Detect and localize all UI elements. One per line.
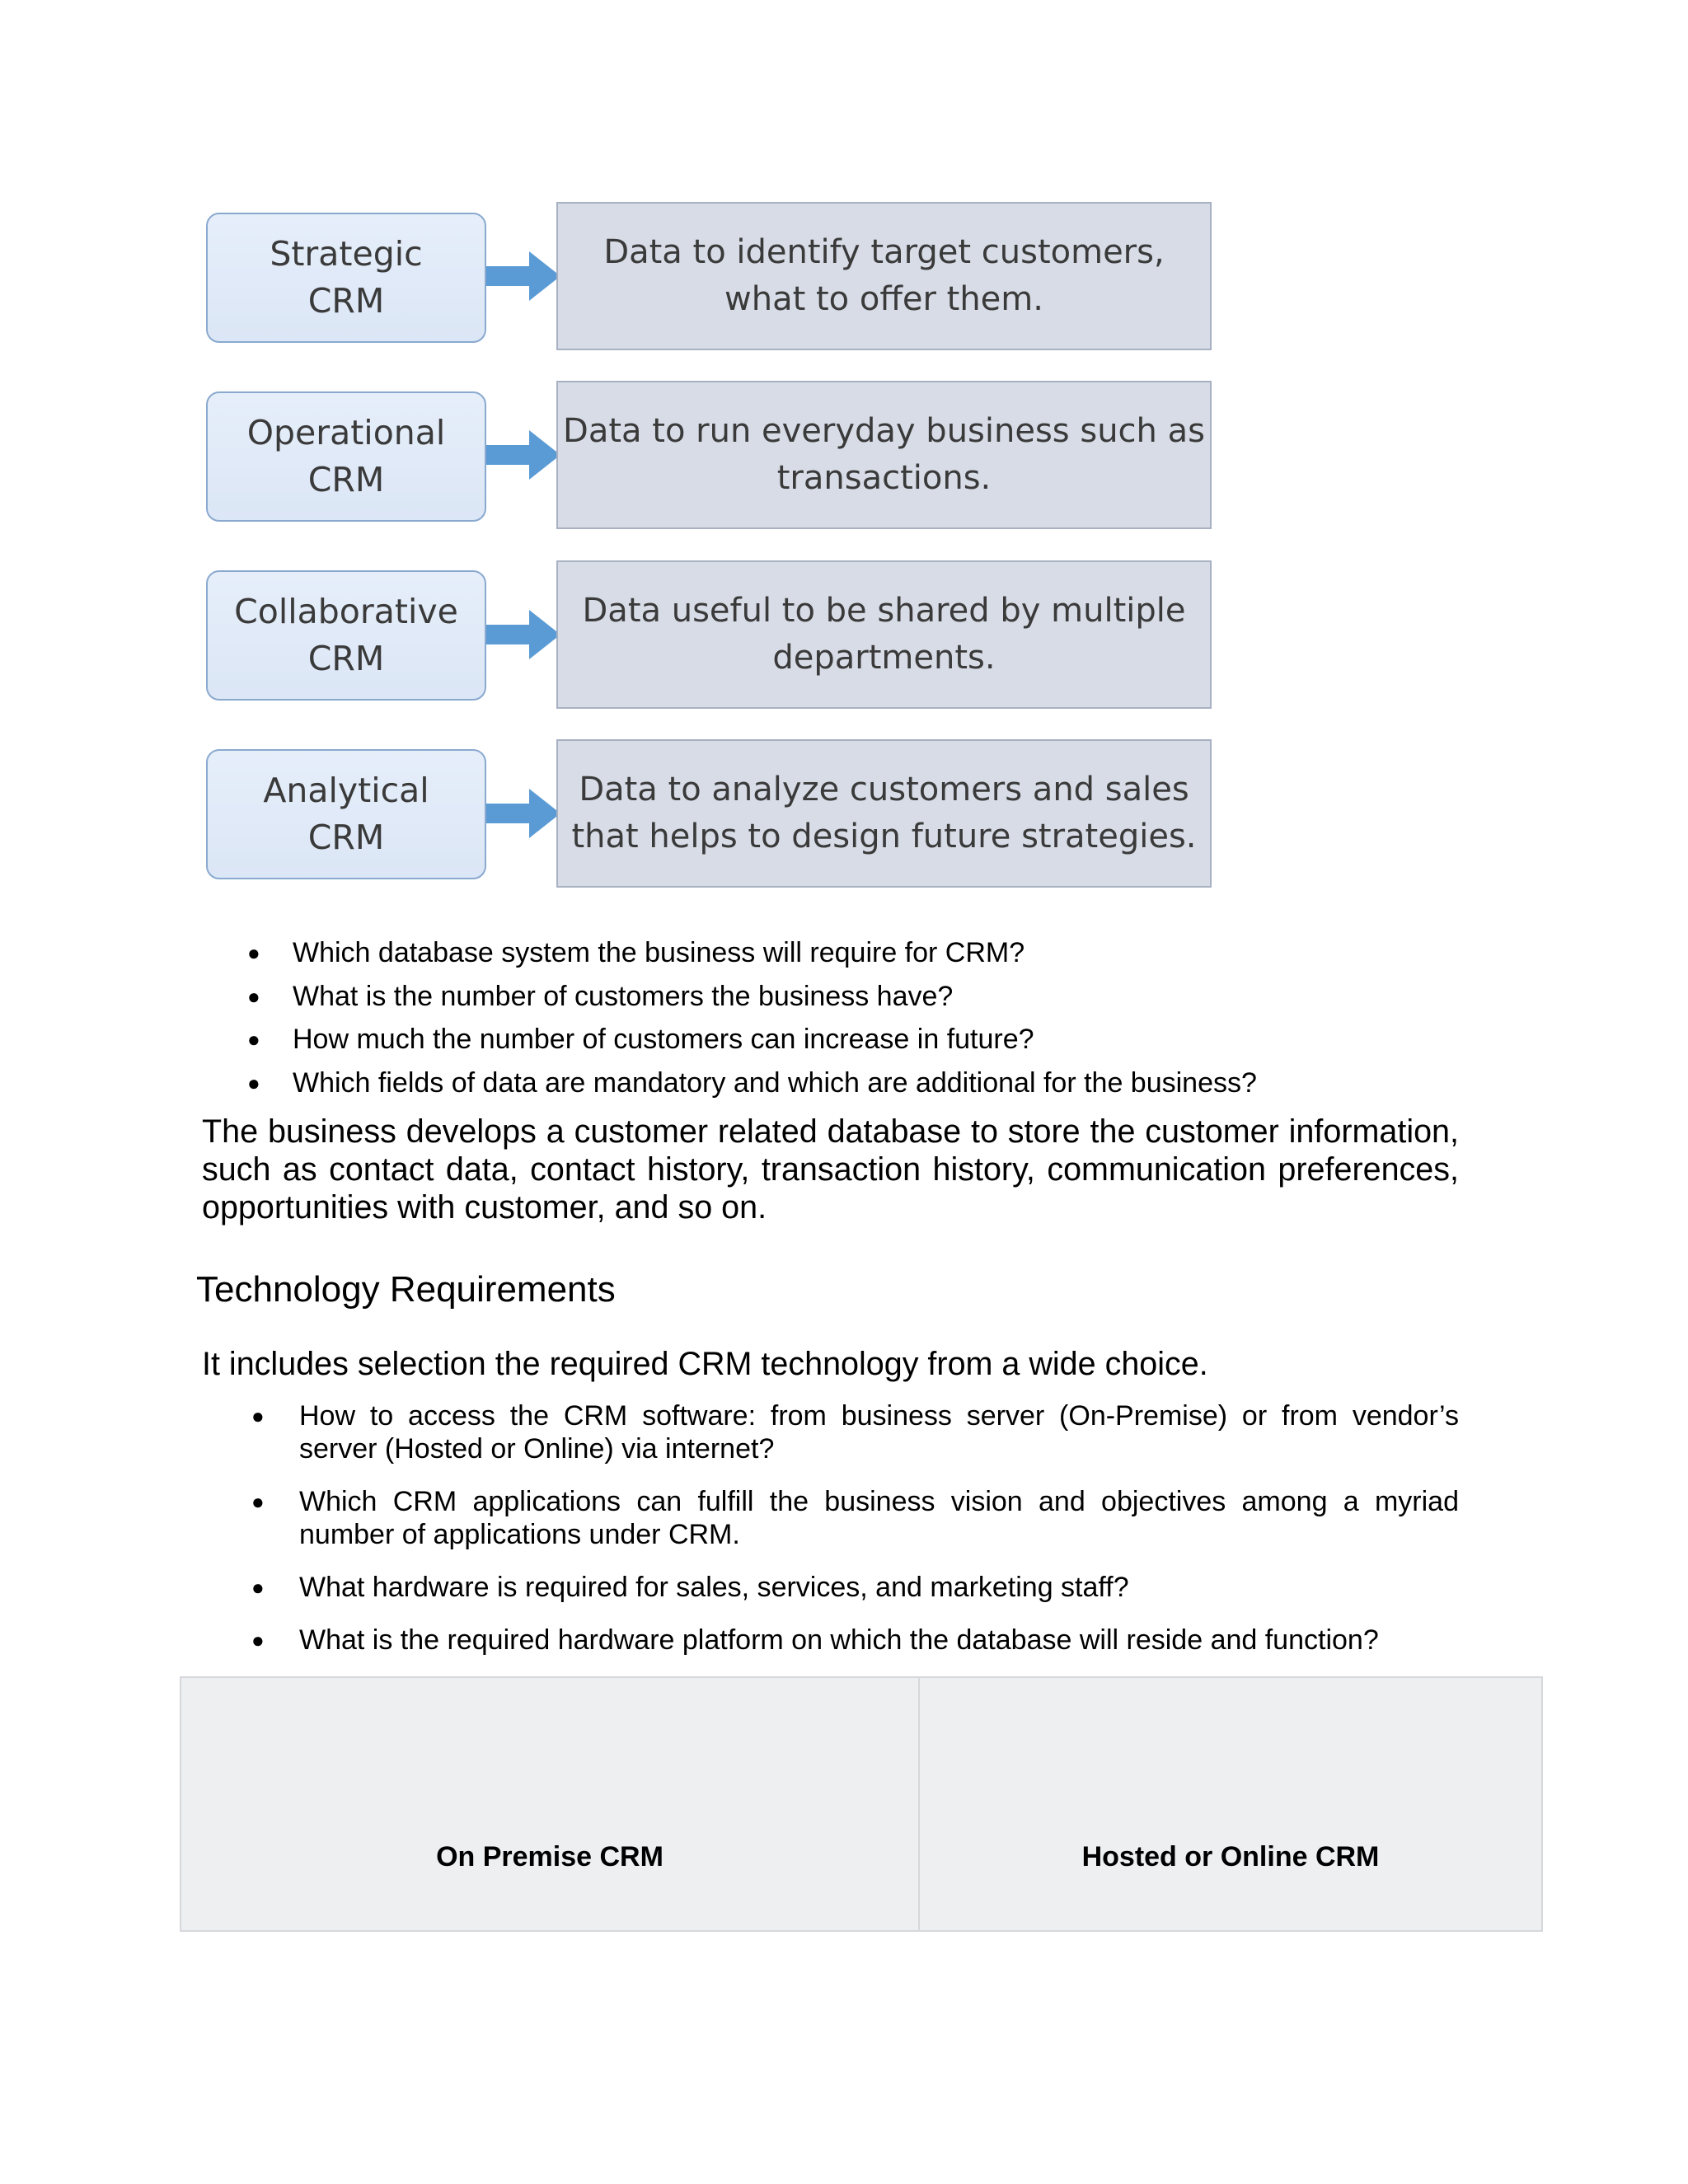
crm-type-box-strategic [206,213,486,343]
list-item: ● What hardware is required for sales, services, and marketing staff? [251,1571,1459,1604]
table-header-cell [920,1678,1541,1930]
crm-description-line: departments. [772,639,996,677]
arrow-right-icon [486,251,560,301]
crm-description-line: that helps to design future strategies. [571,818,1197,855]
crm-type-label: CRM [307,818,385,857]
crm-type-label: CRM [307,460,385,499]
crm-type-label: Strategic [270,234,423,274]
crm-type-box-collaborative [206,570,486,701]
table-header-label: On Premise CRM [436,1841,663,1872]
technology-questions-list [251,1399,1459,1676]
crm-type-label: Operational [246,413,446,452]
list-item: ● Which database system the business will require for CRM? [247,931,1257,975]
crm-type-label: CRM [307,281,385,321]
crm-type-box-analytical [206,749,486,879]
list-item: ● Which fields of data are mandatory and which are additional for the business? [247,1062,1257,1105]
crm-description-line: Data useful to be shared by multiple [582,592,1186,630]
crm-type-label: Collaborative [234,592,458,631]
section-intro: It includes selection the required CRM technology from a wide choice. [202,1346,1208,1382]
arrow-right-icon [486,610,560,659]
table-header-label: Hosted or Online CRM [1081,1841,1380,1872]
list-item: ● Which CRM applications can fulfill the business vision and objectives among a myriad number of applications under CRM. [251,1485,1459,1551]
crm-type-box-operational [206,391,486,522]
crm-description-line: transactions. [776,459,992,497]
crm-description-line: Data to run everyday business such as [563,412,1205,450]
database-paragraph: The business develops a customer related database to store the customer information, such as contact data, contact history, transaction history, communication preferences, opportunities with customer, and so on. [202,1113,1459,1226]
list-item: ● How much the number of customers can increase in future? [247,1018,1257,1062]
list-item: ● What is the required hardware platform on which the database will reside and function? [251,1624,1459,1657]
table-header-cell [181,1678,920,1930]
list-item: ● What is the number of customers the business have? [247,975,1257,1019]
database-questions-list [247,931,1257,1104]
crm-description-box-collaborative [556,560,1212,709]
crm-type-label: CRM [307,639,385,678]
crm-description-box-analytical [556,739,1212,888]
arrow-right-icon [486,430,560,480]
crm-description-line: Data to analyze customers and sales [579,771,1189,808]
crm-description-line: Data to identify target customers, [603,233,1165,271]
crm-types-diagram [0,0,1688,907]
crm-description-box-operational [556,381,1212,529]
arrow-right-icon [486,789,560,838]
section-heading: Technology Requirements [196,1269,616,1310]
list-item: ● How to access the CRM software: from business server (On-Premise) or from vendor’s server (Hosted or Online) via internet? [251,1399,1459,1465]
crm-description-box-strategic [556,202,1212,350]
crm-type-label: Analytical [263,771,429,810]
crm-description-line: what to offer them. [724,280,1043,318]
crm-comparison-table [180,1676,1543,1932]
